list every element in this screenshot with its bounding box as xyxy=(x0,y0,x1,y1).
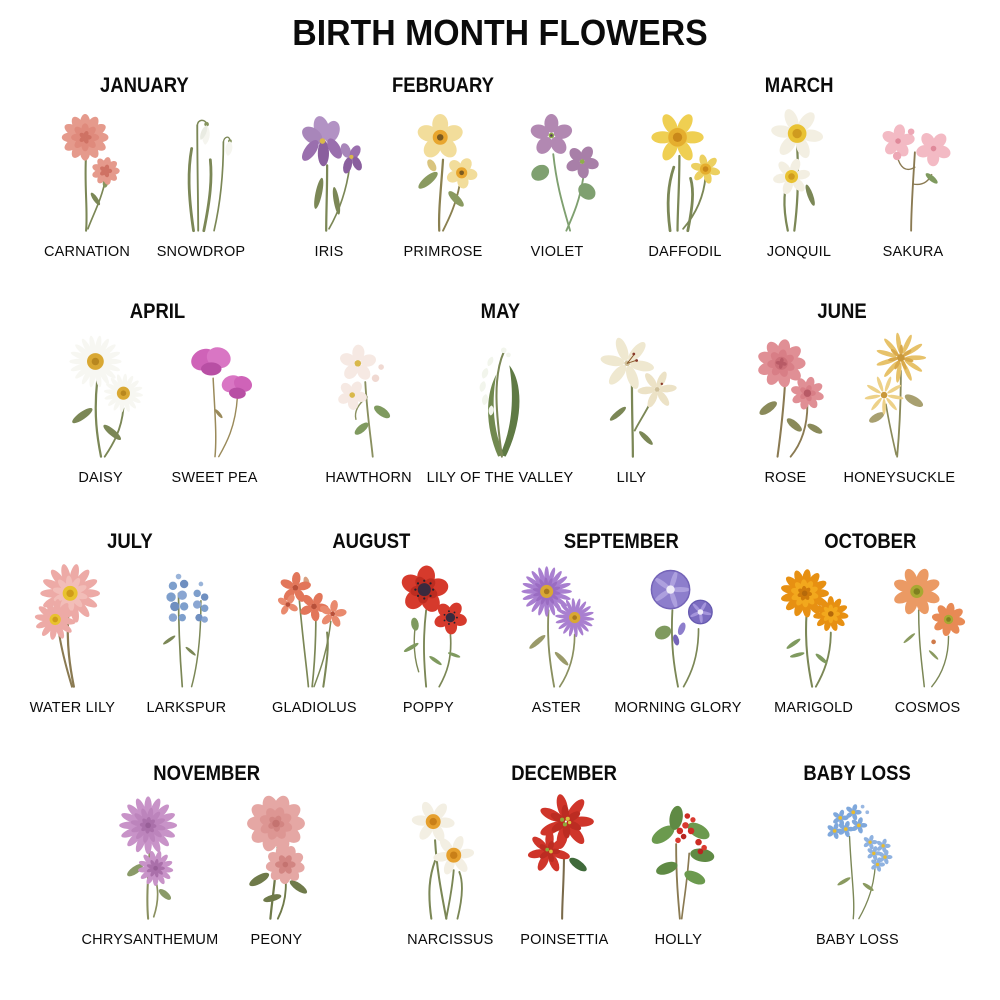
sakura-flower-svg xyxy=(857,100,969,240)
flower-poinsettia xyxy=(508,788,620,948)
flower-cosmos xyxy=(872,556,984,716)
november-flowers xyxy=(81,788,332,948)
peony-flower-svg xyxy=(220,788,332,928)
flower-daisy xyxy=(45,326,157,486)
section-january xyxy=(31,74,257,260)
row-4 xyxy=(0,762,1000,948)
iris-flower-svg xyxy=(273,100,385,240)
flower-label-aster: ASTER xyxy=(531,700,582,716)
flower-marigold xyxy=(758,556,870,716)
violet-illustration xyxy=(501,100,613,240)
april-flowers xyxy=(45,326,271,486)
poppy-illustration xyxy=(372,556,484,696)
narcissus-flower-svg xyxy=(394,788,506,928)
iris-illustration xyxy=(273,100,385,240)
flower-label-iris: IRIS xyxy=(314,244,344,260)
january-flowers xyxy=(31,100,257,260)
section-july xyxy=(16,530,242,716)
flower-primrose xyxy=(387,100,499,260)
flower-morning-glory xyxy=(614,556,741,716)
waterlily-flower-svg xyxy=(16,556,128,696)
holly-flower-svg xyxy=(622,788,734,928)
holly-illustration xyxy=(622,788,734,928)
month-header-march: MARCH xyxy=(764,74,834,97)
flower-label-primrose: PRIMROSE xyxy=(403,244,483,260)
flower-label-snowdrop: SNOWDROP xyxy=(156,244,246,260)
october-flowers xyxy=(758,556,984,716)
primrose-flower-svg xyxy=(387,100,499,240)
flower-sakura xyxy=(857,100,969,260)
month-header-december: DECEMBER xyxy=(511,762,618,785)
july-flowers xyxy=(16,556,242,716)
row-2 xyxy=(0,300,1000,486)
section-baby-loss xyxy=(796,762,918,948)
chrysanthemum-flower-svg xyxy=(94,788,206,928)
may-flowers xyxy=(313,326,688,486)
month-header-november: NOVEMBER xyxy=(153,762,261,785)
hawthorn-illustration xyxy=(313,326,425,466)
flower-sweet-pea xyxy=(159,326,271,486)
flower-label-sweet-pea: SWEET PEA xyxy=(171,470,258,486)
flower-carnation xyxy=(31,100,143,260)
snowdrop-flower-svg xyxy=(145,100,257,240)
morningglory-flower-svg xyxy=(622,556,734,696)
flower-jonquil xyxy=(743,100,855,260)
flower-narcissus xyxy=(394,788,506,948)
flower-label-lily: LILY xyxy=(616,470,647,486)
morning-glory-illustration xyxy=(622,556,734,696)
flower-peony xyxy=(220,788,332,948)
flower-label-carnation: CARNATION xyxy=(43,244,131,260)
section-may xyxy=(313,300,688,486)
flower-label-honeysuckle: HONEYSUCKLE xyxy=(843,470,956,486)
flower-label-poppy: POPPY xyxy=(402,700,454,716)
lily-of-the-valley-illustration xyxy=(444,326,556,466)
cosmos-flower-svg xyxy=(872,556,984,696)
peony-illustration xyxy=(220,788,332,928)
section-march xyxy=(629,74,969,260)
row-1 xyxy=(0,74,1000,260)
month-header-may: MAY xyxy=(480,300,520,323)
flower-lily-of-the-valley xyxy=(427,326,574,486)
carnation-flower-svg xyxy=(31,100,143,240)
flower-label-water-lily: WATER LILY xyxy=(29,700,116,716)
water-lily-illustration xyxy=(16,556,128,696)
row-3 xyxy=(0,530,1000,716)
marigold-flower-svg xyxy=(758,556,870,696)
month-header-august: AUGUST xyxy=(332,530,411,553)
poinsettia-illustration xyxy=(508,788,620,928)
september-flowers xyxy=(500,556,741,716)
gladiolus-illustration xyxy=(258,556,370,696)
month-header-baby-loss: BABY LOSS xyxy=(803,762,912,785)
section-february xyxy=(273,74,613,260)
flower-daffodil xyxy=(629,100,741,260)
snowdrop-illustration xyxy=(145,100,257,240)
section-november xyxy=(81,762,332,948)
month-header-september: SEPTEMBER xyxy=(563,530,679,553)
chrysanthemum-illustration xyxy=(94,788,206,928)
flower-label-jonquil: JONQUIL xyxy=(766,244,832,260)
flower-lily xyxy=(575,326,687,486)
marigold-illustration xyxy=(758,556,870,696)
carnation-illustration xyxy=(31,100,143,240)
forgetmenot-flower-svg xyxy=(801,788,913,928)
march-flowers xyxy=(629,100,969,260)
flower-aster xyxy=(500,556,612,716)
flower-water-lily xyxy=(16,556,128,716)
daisy-illustration xyxy=(45,326,157,466)
daisy-flower-svg xyxy=(45,326,157,466)
flower-violet xyxy=(501,100,613,260)
violet-flower-svg xyxy=(501,100,613,240)
flower-hawthorn xyxy=(313,326,425,486)
sweetpea-flower-svg xyxy=(159,326,271,466)
rose-flower-svg xyxy=(729,326,841,466)
forget-me-not-illustration xyxy=(801,788,913,928)
section-june xyxy=(729,300,955,486)
flower-holly xyxy=(622,788,734,948)
month-header-october: OCTOBER xyxy=(824,530,917,553)
section-august xyxy=(258,530,484,716)
hawthorn-flower-svg xyxy=(313,326,425,466)
flower-gladiolus xyxy=(258,556,370,716)
baby-loss-flowers xyxy=(801,788,913,948)
section-april xyxy=(45,300,271,486)
cosmos-illustration xyxy=(872,556,984,696)
flower-label-larkspur: LARKSPUR xyxy=(146,700,227,716)
flower-label-peony: PEONY xyxy=(250,932,303,948)
honeysuckle-flower-svg xyxy=(843,326,955,466)
flower-label-marigold: MARIGOLD xyxy=(774,700,854,716)
august-flowers xyxy=(258,556,484,716)
month-header-february: FEBRUARY xyxy=(392,74,494,97)
february-flowers xyxy=(273,100,613,260)
flower-label-chrysanthemum: CHRYSANTHEMUM xyxy=(81,932,219,948)
gladiolus-flower-svg xyxy=(258,556,370,696)
larkspur-flower-svg xyxy=(130,556,242,696)
aster-flower-svg xyxy=(500,556,612,696)
flower-snowdrop xyxy=(145,100,257,260)
section-october xyxy=(758,530,984,716)
flower-label-rose: ROSE xyxy=(764,470,807,486)
narcissus-illustration xyxy=(394,788,506,928)
flower-honeysuckle xyxy=(843,326,955,486)
flower-label-poinsettia: POINSETTIA xyxy=(520,932,609,948)
rose-illustration xyxy=(729,326,841,466)
larkspur-illustration xyxy=(130,556,242,696)
flower-iris xyxy=(273,100,385,260)
jonquil-flower-svg xyxy=(743,100,855,240)
flower-label-sakura: SAKURA xyxy=(882,244,944,260)
flower-label-morning-glory: MORNING GLORY xyxy=(614,700,742,716)
lily-illustration xyxy=(575,326,687,466)
page-title: BIRTH MONTH FLOWERS xyxy=(292,12,708,53)
section-december xyxy=(394,762,734,948)
flower-label-daffodil: DAFFODIL xyxy=(648,244,722,260)
flower-label-baby-loss: BABY LOSS xyxy=(815,932,899,948)
poinsettia-flower-svg xyxy=(508,788,620,928)
lily-flower-svg xyxy=(575,326,687,466)
month-header-january: JANUARY xyxy=(99,74,189,97)
section-september xyxy=(500,530,741,716)
primrose-illustration xyxy=(387,100,499,240)
flower-label-hawthorn: HAWTHORN xyxy=(325,470,412,486)
flower-larkspur xyxy=(130,556,242,716)
flower-label-gladiolus: GLADIOLUS xyxy=(271,700,357,716)
month-header-june: JUNE xyxy=(817,300,868,323)
flower-label-holly: HOLLY xyxy=(654,932,703,948)
flower-label-cosmos: COSMOS xyxy=(894,700,961,716)
aster-illustration xyxy=(500,556,612,696)
flower-baby-loss xyxy=(801,788,913,948)
flower-poppy xyxy=(372,556,484,716)
flower-label-lily-of-the-valley: LILY OF THE VALLEY xyxy=(426,470,574,486)
month-header-july: JULY xyxy=(106,530,153,553)
month-header-april: APRIL xyxy=(129,300,186,323)
december-flowers xyxy=(394,788,734,948)
jonquil-illustration xyxy=(743,100,855,240)
sweet-pea-illustration xyxy=(159,326,271,466)
daffodil-illustration xyxy=(629,100,741,240)
flower-rose xyxy=(729,326,841,486)
daffodil-flower-svg xyxy=(629,100,741,240)
poppy-flower-svg xyxy=(372,556,484,696)
lilyofthevalley-flower-svg xyxy=(444,326,556,466)
honeysuckle-illustration xyxy=(843,326,955,466)
sakura-illustration xyxy=(857,100,969,240)
flower-label-daisy: DAISY xyxy=(78,470,123,486)
june-flowers xyxy=(729,326,955,486)
flower-label-narcissus: NARCISSUS xyxy=(407,932,494,948)
flower-label-violet: VIOLET xyxy=(530,244,584,260)
flower-chrysanthemum xyxy=(81,788,218,948)
